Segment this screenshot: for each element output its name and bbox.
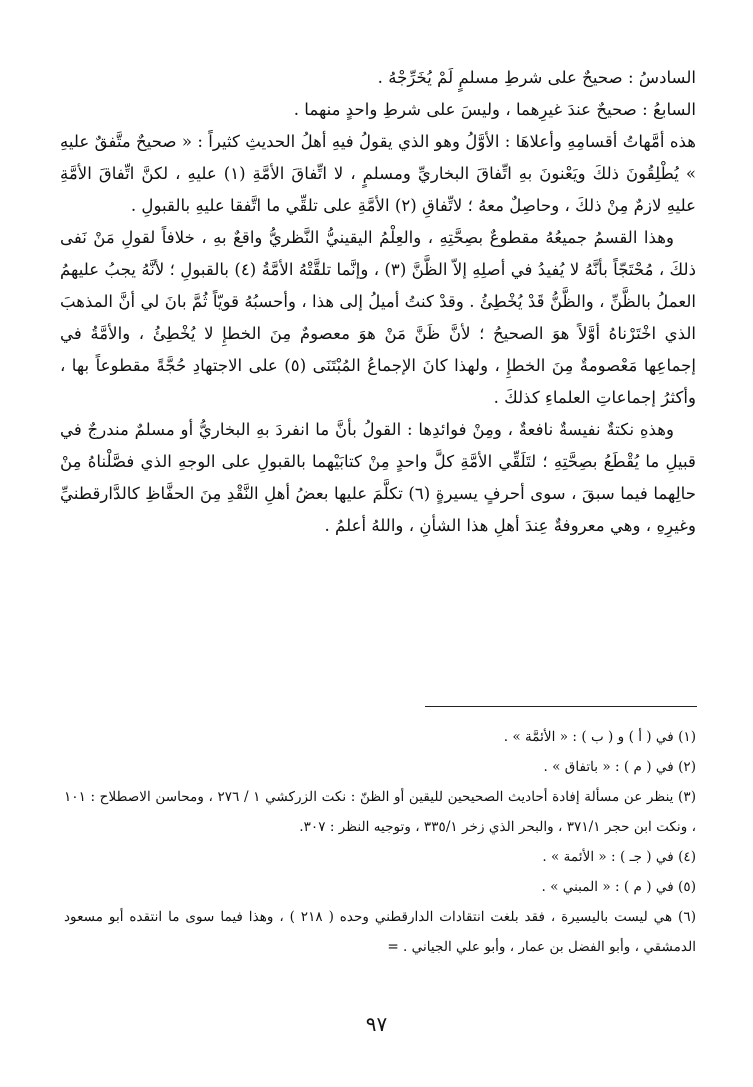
paragraph-seventh-category: السابعُ : صحيحٌ عندَ غيرِهما ، وليسَ على شرطِ واحدٍ منهما . [293,100,696,119]
paragraph-main-categories: هذه أمَّهاتُ أقسامِهِ وأعلاهَا : الأوَّلُ وهو الذي يقولُ فيهِ أهلُ الحديثِ كثيراً : « صحيحٌ متَّفقٌ عليهِ » يُطْلِقُونَ ذلكَ ويَعْنونَ بهِ اتِّفاقَ البخاريِّ ومسلمٍ ، لا اتِّفاقَ الأمَّةِ (١) عليهِ ، لكنَّ اتِّفاقَ الأمَّةِ عليهِ لازمٌ مِنْ ذلكَ ، وحاصِلٌ معهُ ؛ لاتِّفاقِ (٢) الأمَّةِ على تلقِّي ما اتَّفقا عليهِ بالقبولِ . [60,132,696,215]
footnote-6: (٦) هي ليست باليسيرة ، فقد بلغت انتقادات الدارقطني وحده ( ٢١٨ ) ، وهذا فيما سوى ما انتقده أبو مسعود الدمشقي ، وأبو الفضل بن عمار ، وأبو علي الجياني . = [64,909,696,955]
footnote-4: (٤) في ( جـ ) : « الأئمة » . [542,849,696,865]
paragraph-valuable-point: وهذهِ نكتةٌ نفيسةٌ نافعةٌ ، ومِنْ فوائدِها : القولُ بأنَّ ما انفردَ بهِ البخاريُّ أو مسلمٌ مندرجٌ في قبيلِ ما يُقْطَعُ بصِحَّتِهِ ؛ لتَلَقِّي الأمَّةِ كلَّ واحدٍ مِنْ كتابَيْهما بالقبولِ على الوجهِ الذي فصَّلْناهُ مِنْ حالِهما فيما سبقَ ، سوى أحرفٍ يسيرةٍ (٦) تكلَّمَ عليها بعضُ أهلِ النَّقْدِ مِنَ الحفَّاظِ كالدَّارقطنيِّ وغيرِهِ ، وهي معروفةٌ عِندَ أهلِ هذا الشأنِ ، واللهُ أعلمُ . [60,420,696,535]
footnote-divider [425,706,697,707]
paragraph-sixth-category: السادسُ : صحيحٌ على شرطِ مسلمٍ لَمْ يُخَرِّجْهُ . [377,68,696,87]
paragraph-certainty-of-sahih: وهذا القسمُ جميعُهُ مقطوعٌ بصِحَّتِهِ ، والعِلْمُ اليقينيُّ النَّظريُّ واقعٌ بهِ ، خلافاً لقولِ مَنْ نَفى ذلكَ ، مُحْتَجّاً بأنَّهُ لا يُفيدُ في أصلِهِ إلاّ الظَّنَّ (٣) ، وإنَّما تلقَّتْهُ الأمَّةُ (٤) بالقبولِ ؛ لأنَّهُ يجبُ عليهمُ العملُ بالظَّنِّ ، والظَّنُّ قَدْ يُخْطِئُ . وقدْ كنتُ أميلُ إلى هذا ، وأحسبُهُ قويّاً ثُمَّ بانَ لي أنَّ المذهبَ الذي اخْتَرْناهُ أوَّلاً هوَ الصحيحُ ؛ لأنَّ ظَنَّ مَنْ هوَ معصومٌ مِنَ الخطإِ لا يُخْطِئُ ، والأمَّةُ في إجماعِها مَعْصومةٌ مِنَ الخطإِ ، ولهذا كانَ الإجماعُ المُبْتَنَى (٥) على الاجتهادِ حُجَّةً مقطوعاً بها ، وأكثرُ إجماعاتِ العلماءِ كذلكَ . [60,228,697,407]
page-number: ٩٧ [365,1012,388,1036]
footnotes [64,722,696,962]
footnote-3: (٣) ينظر عن مسألة إفادة أحاديث الصحيحين لليقين أو الظنّ : نكت الزركشي ١ / ٢٧٦ ، ومحاسن الاصطلاح : ١٠١ ، ونكت ابن حجر ٣٧١/١ ، والبحر الذي زخر ٣٣٥/١ ، وتوجيه النظر : ٣٠٧. [64,789,696,835]
footnote-5: (٥) في ( م ) : « المبني » . [541,879,696,895]
footnote-1: (١) في ( أ ) و ( ب ) : « الأئمَّة » . [503,729,696,745]
footnote-2: (٢) في ( م ) : « باتفاق » . [543,759,696,775]
main-text [60,62,696,542]
